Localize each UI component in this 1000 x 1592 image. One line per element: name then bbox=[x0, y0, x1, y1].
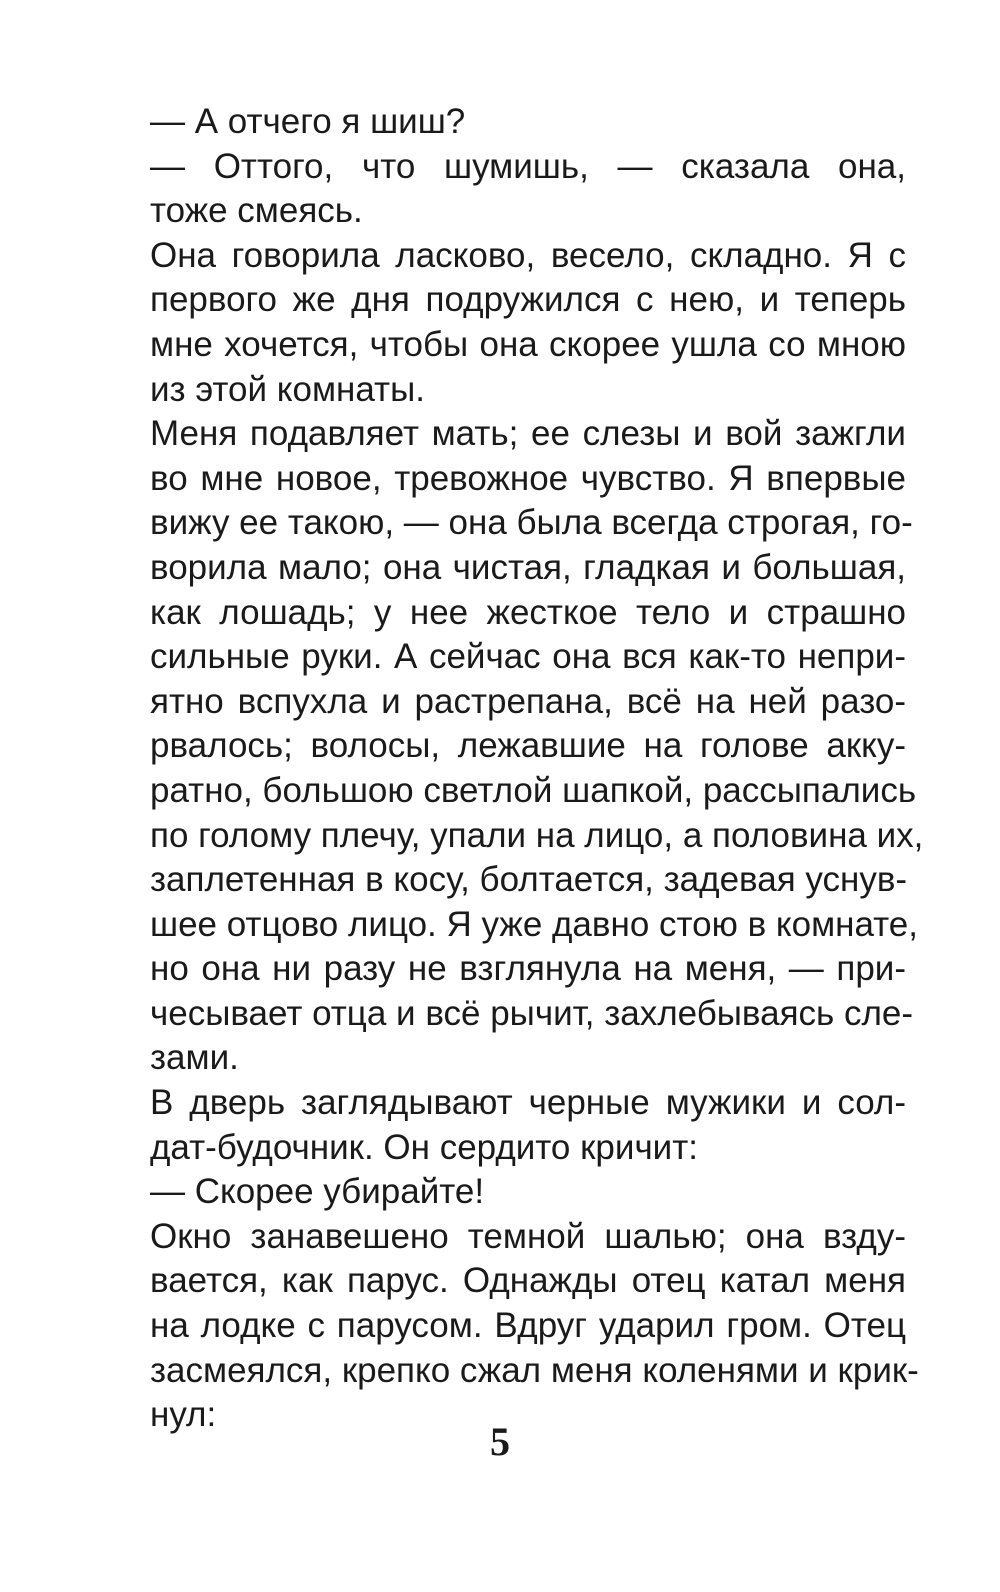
text-line: зами. bbox=[150, 1038, 239, 1078]
text-line: Окно занавешено темной шалью; она взду- bbox=[150, 1216, 906, 1256]
text-line: во мне новое, тревожное чувство. Я впервые bbox=[150, 458, 906, 498]
text-line: тоже смеясь. bbox=[150, 191, 363, 231]
text-line: ятно вспухла и растрепана, всё на ней разо- bbox=[150, 681, 906, 721]
text-line: засмеялся, крепко сжал меня коленями и крик- bbox=[150, 1350, 919, 1390]
paragraph bbox=[106, 412, 924, 1081]
text-line: Меня подавляет мать; ее слезы и вой зажгли bbox=[150, 414, 906, 454]
text-line: как лошадь; у нее жесткое тело и страшно bbox=[150, 592, 906, 632]
text-line: по голому плечу, упали на лицо, а половина их, bbox=[150, 815, 924, 855]
text-line: рвалось; волосы, лежавшие на голове акку- bbox=[150, 726, 906, 766]
text-line: шее отцово лицо. Я уже давно стою в комнате, bbox=[150, 904, 918, 944]
text-line: — Скорее убирайте! bbox=[150, 1172, 485, 1212]
text-line: ратно, большою светлой шапкой, рассыпались bbox=[150, 770, 917, 810]
text-line: вается, как парус. Однажды отец катал меня bbox=[150, 1261, 906, 1301]
text-line: — Оттого, что шумишь, — сказала она, bbox=[150, 146, 906, 186]
paragraph bbox=[106, 234, 906, 412]
text-line: — А отчего я шиш? bbox=[150, 102, 466, 141]
text-line: сильные руки. А сейчас она вся как-то непри- bbox=[150, 637, 906, 677]
paragraph bbox=[106, 145, 906, 234]
page-number: 5 bbox=[490, 1419, 510, 1464]
text-line: первого же дня подружился с нею, и теперь bbox=[150, 280, 906, 320]
text-line: Она говорила ласково, весело, складно. Я с bbox=[150, 235, 906, 275]
text-line: заплетенная в косу, болтается, задевая уснув- bbox=[150, 860, 908, 900]
text-line: на лодке с парусом. Вдруг ударил гром. Отец bbox=[150, 1306, 906, 1346]
text-line: ворила мало; она чистая, гладкая и большая, bbox=[150, 547, 906, 587]
text-line: из этой комнаты. bbox=[150, 369, 425, 409]
page-body bbox=[106, 100, 924, 1438]
text-line: но она ни разу не взглянула на меня, — при- bbox=[150, 949, 906, 989]
text-line: мне хочется, чтобы она скорее ушла со мною bbox=[150, 324, 906, 364]
text-line: дат-будочник. Он сердито кричит: bbox=[150, 1127, 698, 1167]
paragraph bbox=[106, 1170, 906, 1215]
paragraph bbox=[106, 1081, 906, 1170]
text-line: вижу ее такою, — она была всегда строгая, го- bbox=[150, 503, 913, 543]
text-line: нул: bbox=[150, 1395, 217, 1435]
paragraph bbox=[106, 100, 906, 145]
text-line: чесывает отца и всё рычит, захлебываясь сле- bbox=[150, 993, 914, 1033]
paragraph bbox=[106, 1215, 919, 1438]
text-line: В дверь заглядывают черные мужики и сол- bbox=[150, 1083, 906, 1123]
